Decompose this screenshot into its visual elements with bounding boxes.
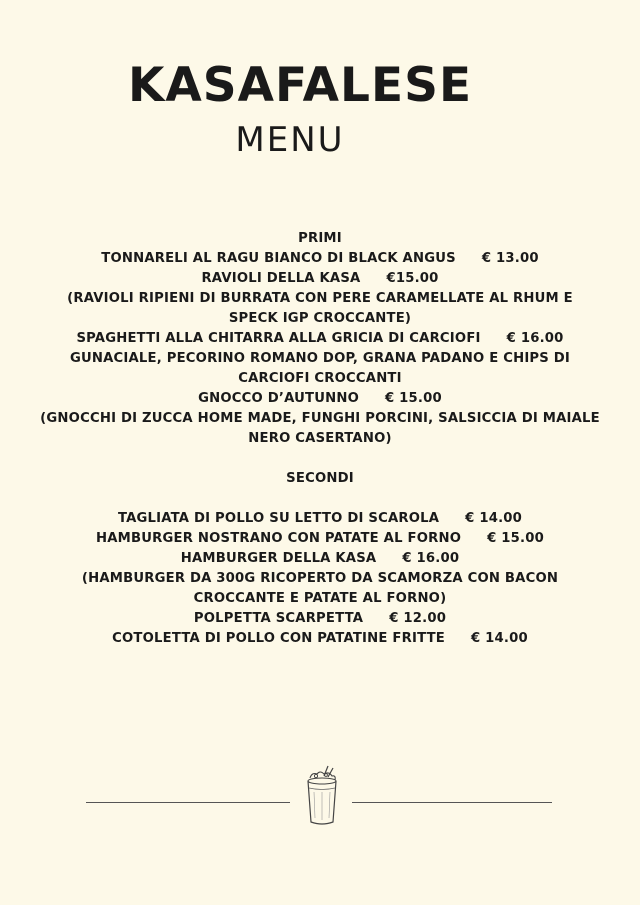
item-name: TONNARELI AL RAGU BIANCO DI BLACK ANGUS [101,251,456,266]
brand-title: KASAFALESE [127,58,473,113]
item-price: €15.00 [386,271,439,286]
menu-item [20,249,620,269]
item-description: SPECK IGP CROCCANTE) [228,311,412,326]
item-name: SPAGHETTI ALLA CHITARRA ALLA GRICIA DI CARCIOFI [76,331,481,346]
menu-body [20,229,620,649]
item-description: (RAVIOLI RIPIENI DI BURRATA CON PERE CARAMELLATE AL RHUM E [67,291,573,306]
item-price: € 15.00 [385,391,442,406]
item-price: € 13.00 [481,251,539,266]
item-description: CROCCANTE E PATATE AL FORNO) [193,591,447,606]
menu-item [20,269,620,289]
item-name: COTOLETTA DI POLLO CON PATATINE FRITTE [112,631,445,646]
item-price: € 12.00 [389,611,447,626]
item-description: (GNOCCHI DI ZUCCA HOME MADE, FUNGHI PORCINI, SALSICCIA DI MAIALE [40,411,600,426]
section-gap [20,449,620,469]
item-description: GUNACIALE, PECORINO ROMANO DOP, GRANA PADANO E CHIPS DI [69,351,571,366]
item-price: € 16.00 [402,551,460,566]
item-name: GNOCCO D’AUTUNNO [198,391,359,406]
menu-subtitle: MENU [235,120,345,160]
menu-item [20,329,620,349]
item-name: HAMBURGER DELLA KASA [180,551,377,566]
item-name: RAVIOLI DELLA KASA [201,271,361,286]
menu-item [20,609,620,629]
footer-divider-left [86,802,290,803]
item-price: € 16.00 [506,331,564,346]
item-name: TAGLIATA DI POLLO SU LETTO DI SCAROLA [117,511,440,526]
drink-glass-icon [302,764,342,828]
menu-item [20,629,620,649]
item-description: CARCIOFI CROCCANTI [238,371,402,386]
section-title-secondi: SECONDI [286,471,354,486]
footer-divider-right [352,802,552,803]
item-name: POLPETTA SCARPETTA [193,611,364,626]
item-price: € 15.00 [487,531,544,546]
menu-item [20,509,620,529]
item-price: € 14.00 [465,511,523,526]
menu-item [20,549,620,569]
menu-item [20,529,620,549]
section-title-primi: PRIMI [298,231,342,246]
item-price: € 14.00 [470,631,528,646]
item-description: (HAMBURGER DA 300G RICOPERTO DA SCAMORZA CON BACON [81,571,559,586]
item-description: NERO CASERTANO) [248,431,392,446]
menu-item [20,389,620,409]
section-gap [20,489,620,509]
item-name: HAMBURGER NOSTRANO CON PATATE AL FORNO [95,531,462,546]
